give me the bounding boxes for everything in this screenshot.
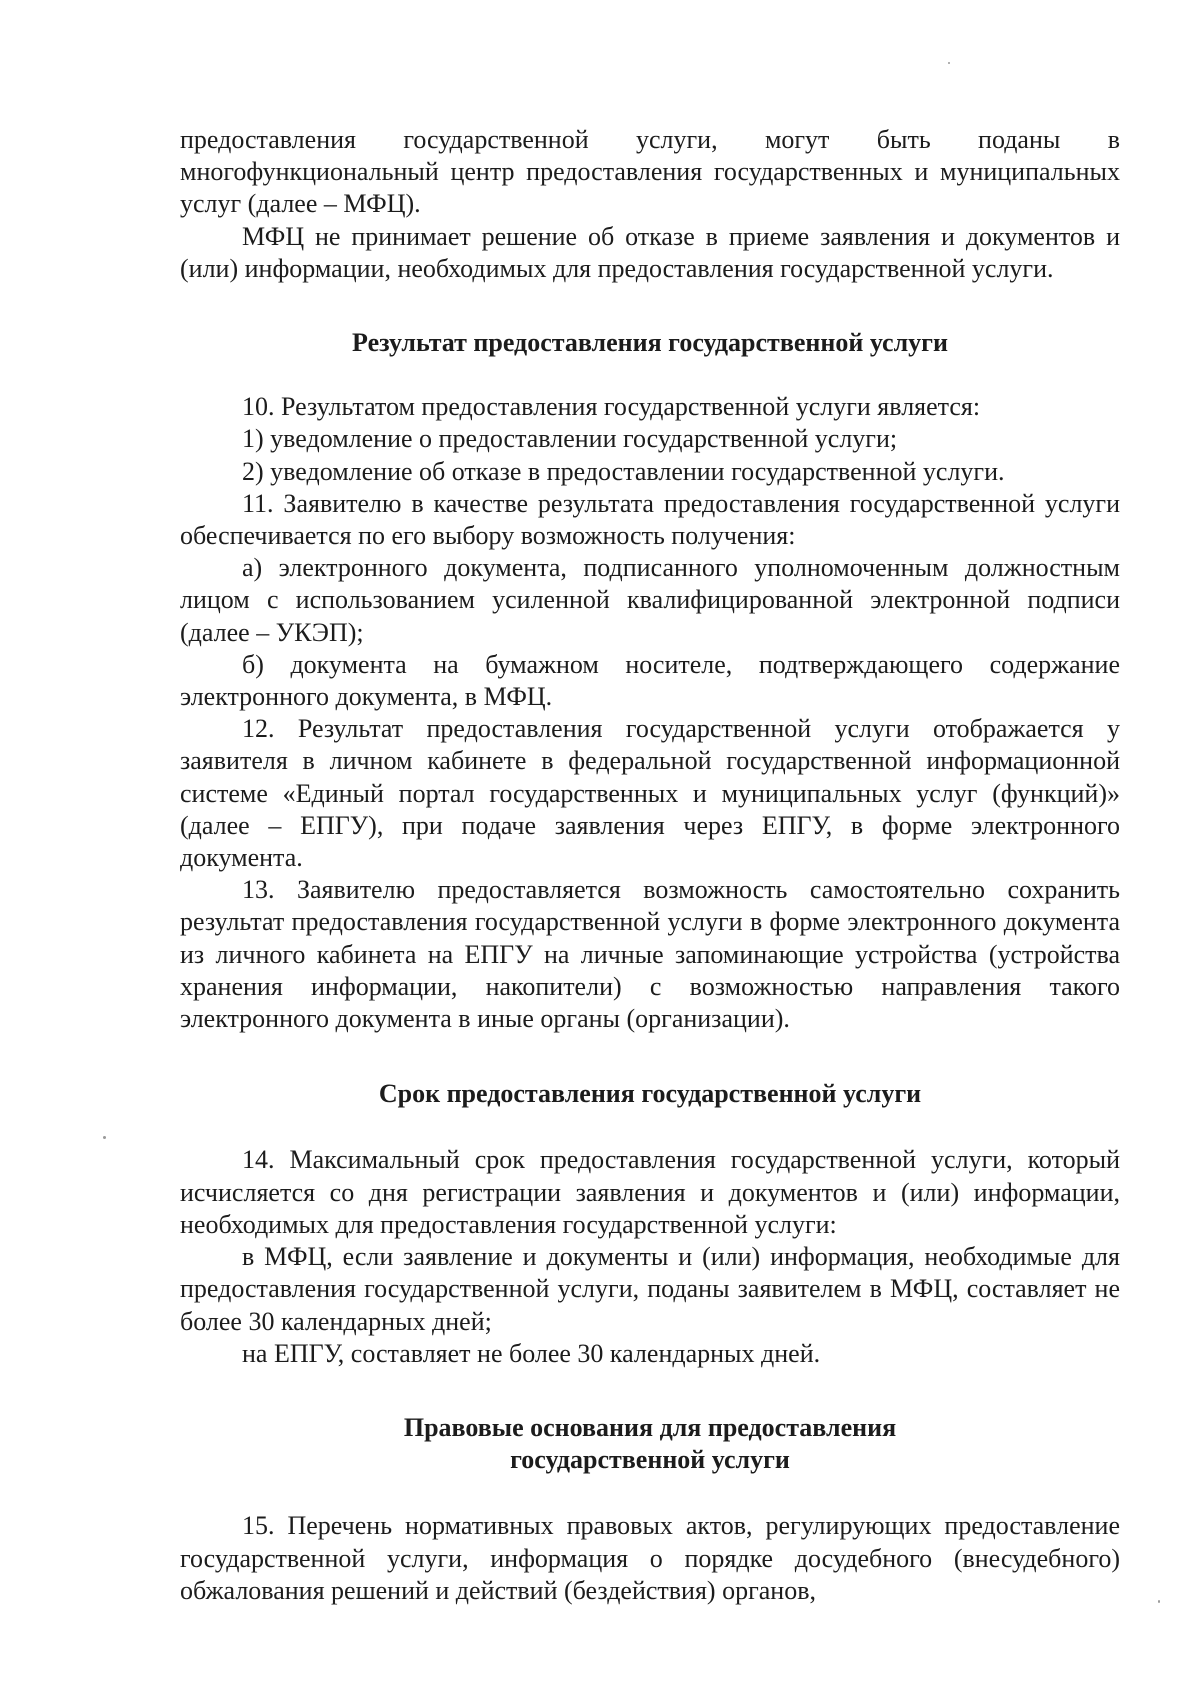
- paragraph-14: 14. Максимальный срок предоставления государственной услуги, который исчисляется со дня регистрации заявления и документов и (или) информации, необходимых для предоставления государственной услуги:: [180, 1145, 1120, 1239]
- spacer: [180, 285, 1120, 327]
- paragraph-10-item-2: 2) уведомление об отказе в предоставлении государственной услуги.: [242, 456, 1005, 486]
- spacer: [180, 1370, 1120, 1412]
- paragraph-11: 11. Заявителю в качестве результата предоставления государственной услуги обеспечивается по его выбору возможность получения:: [180, 488, 1120, 551]
- spacer: [180, 1110, 1120, 1144]
- paragraph-12: 12. Результат предоставления государственной услуги отображается у заявителя в личном кабинете в федеральной государственной информационной системе «Единый портал государственных и муниципальных услуг (функций)» (далее – ЕПГУ), при подаче заявления через ЕПГУ, в форме электронного документа.: [180, 714, 1120, 873]
- section-heading-legal-line-2: государственной услуги: [510, 1445, 790, 1475]
- section-heading-term: Срок предоставления государственной услуги: [378, 1079, 922, 1109]
- paragraph-13: 13. Заявителю предоставляется возможность самостоятельно сохранить результат предоставления государственной услуги в форме электронного документа из личного кабинета на ЕПГУ на личные запоминающие устройства (устройства хранения информации, накопители) с возможностью направления такого электронного документа в иные органы (организации).: [180, 875, 1120, 1034]
- scan-speck: [103, 1136, 106, 1139]
- document-body: [180, 124, 1120, 1607]
- spacer: [180, 1476, 1120, 1510]
- scan-speck: [1158, 1600, 1160, 1603]
- spacer: [180, 1035, 1120, 1078]
- paragraph-14-mfc: в МФЦ, если заявление и документы и (или) информация, необходимые для предоставления государственной услуги, поданы заявителем в МФЦ, составляет не более 30 календарных дней;: [180, 1242, 1120, 1336]
- paragraph-14-epgu: на ЕПГУ, составляет не более 30 календарных дней.: [242, 1338, 821, 1368]
- paragraph-10-item-1: 1) уведомление о предоставлении государственной услуги;: [242, 424, 898, 454]
- scan-speck: [948, 62, 950, 64]
- paragraph-mfc-refusal: МФЦ не принимает решение об отказе в приеме заявления и документов и (или) информации, необходимых для предоставления государственной услуги.: [180, 221, 1120, 283]
- spacer: [180, 359, 1120, 391]
- section-heading-legal: [180, 1412, 1120, 1476]
- section-heading-result: Результат предоставления государственной услуги: [352, 328, 948, 358]
- paragraph-11-item-b: б) документа на бумажном носителе, подтверждающего содержание электронного документа, в МФЦ.: [180, 649, 1120, 712]
- paragraph-11-item-a: а) электронного документа, подписанного уполномоченным должностным лицом с использованием усиленной квалифицированной электронной подписи (далее – УКЭП);: [180, 553, 1120, 647]
- paragraph-intro-continuation: предоставления государственной услуги, могут быть поданы в многофункциональный центр предоставления государственных и муниципальных услуг (далее – МФЦ).: [180, 125, 1120, 219]
- section-heading-legal-line-1: Правовые основания для предоставления: [403, 1412, 897, 1442]
- paragraph-10: 10. Результатом предоставления государственной услуги является:: [242, 392, 981, 422]
- paragraph-15: 15. Перечень нормативных правовых актов, регулирующих предоставление государственной услуги, информация о порядке досудебного (внесудебного) обжалования решений и действий (бездействия) органов,: [180, 1511, 1120, 1605]
